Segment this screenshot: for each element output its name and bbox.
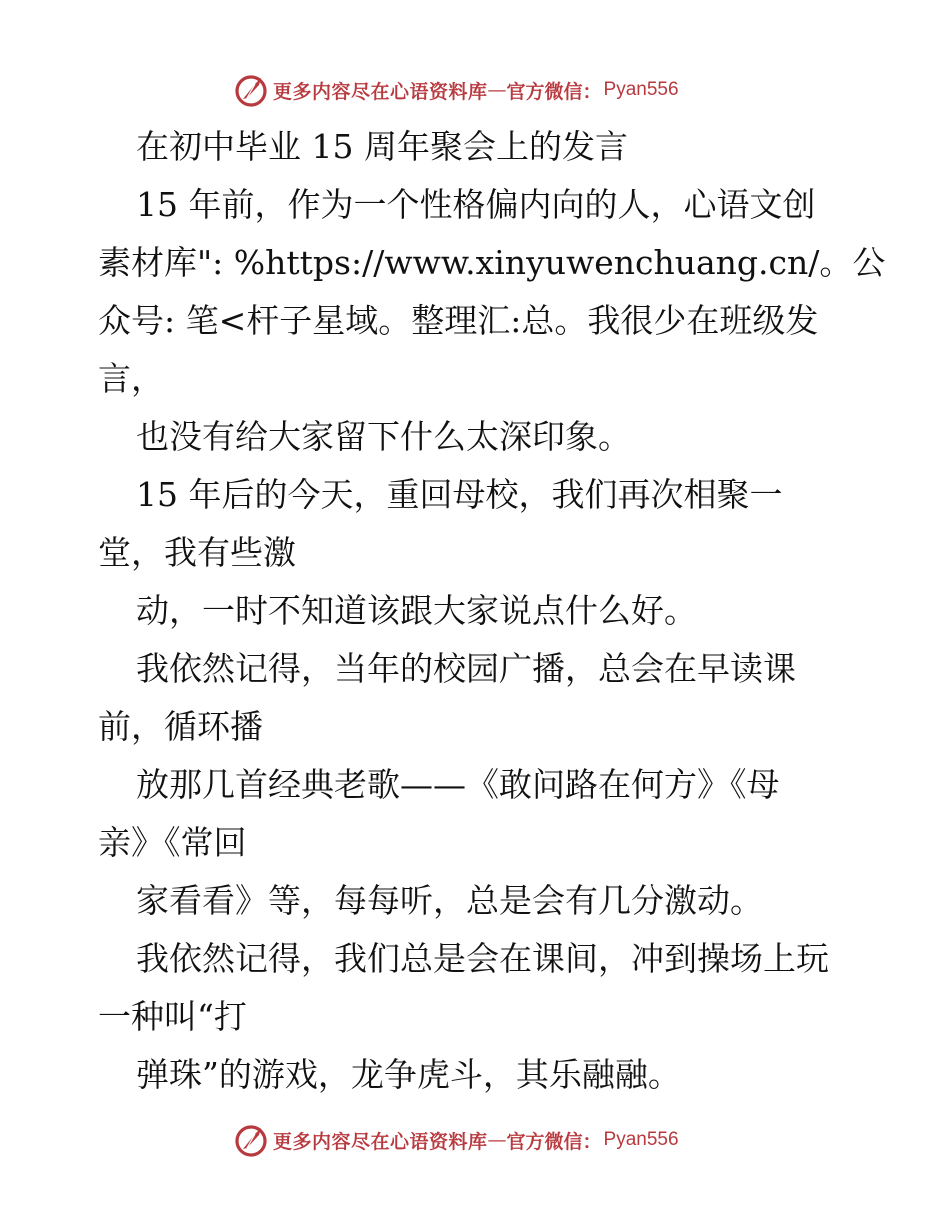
paragraph-line: 15 年后的今天，重回母校，我们再次相聚一 <box>136 475 783 514</box>
footer-banner-dash: — <box>487 1129 507 1151</box>
paragraph-line: 也没有给大家留下什么太深印象。 <box>136 417 631 456</box>
paragraph-line: 素材库": %https://www.xinyuwenchuang.cn/。公 <box>98 243 886 282</box>
paragraph-line: 众号: 笔<杆子星域。整理汇:总。我很少在班级发 <box>98 301 819 340</box>
paragraph-line: 放那几首经典老歌——《敢问路在何方》《母 <box>136 765 780 804</box>
paragraph-line: 家看看》等，每每听，总是会有几分激动。 <box>136 881 763 920</box>
header-banner-title: 更多内容尽在心语资料库 <box>273 80 488 103</box>
paragraph-line: 堂，我有些激 <box>98 533 296 572</box>
document-body <box>98 118 886 1104</box>
paragraph-line: 15 年前，作为一个性格偏内向的人，心语文创 <box>136 185 816 224</box>
quill-pen-icon <box>233 1122 269 1158</box>
header-banner-wechat-id: Pyan556 <box>603 79 679 100</box>
paragraph-line: 我依然记得，当年的校园广播，总会在早读课 <box>136 649 796 688</box>
paragraph-line: 言， <box>98 359 164 398</box>
document-title: 在初中毕业 15 周年聚会上的发言 <box>136 127 628 166</box>
header-banner-wechat-label: 官方微信： <box>506 80 602 103</box>
header-banner-dash: — <box>487 79 507 101</box>
paragraph-line: 弹珠”的游戏，龙争虎斗，其乐融融。 <box>136 1055 681 1094</box>
paragraph-line: 前，循环播 <box>98 707 263 746</box>
footer-banner-title: 更多内容尽在心语资料库 <box>273 1130 488 1153</box>
footer-banner-wechat-label: 官方微信： <box>506 1130 602 1153</box>
paragraph-line: 我依然记得，我们总是会在课间，冲到操场上玩 <box>136 939 829 978</box>
paragraph-line: 亲》《常回 <box>98 823 247 862</box>
footer-banner-wechat-id: Pyan556 <box>603 1129 679 1150</box>
paragraph-line: 一种叫“打 <box>98 997 247 1036</box>
quill-pen-icon <box>233 72 269 108</box>
header-banner <box>233 70 679 110</box>
paragraph-line: 动，一时不知道该跟大家说点什么好。 <box>136 591 697 630</box>
footer-banner <box>233 1120 679 1160</box>
